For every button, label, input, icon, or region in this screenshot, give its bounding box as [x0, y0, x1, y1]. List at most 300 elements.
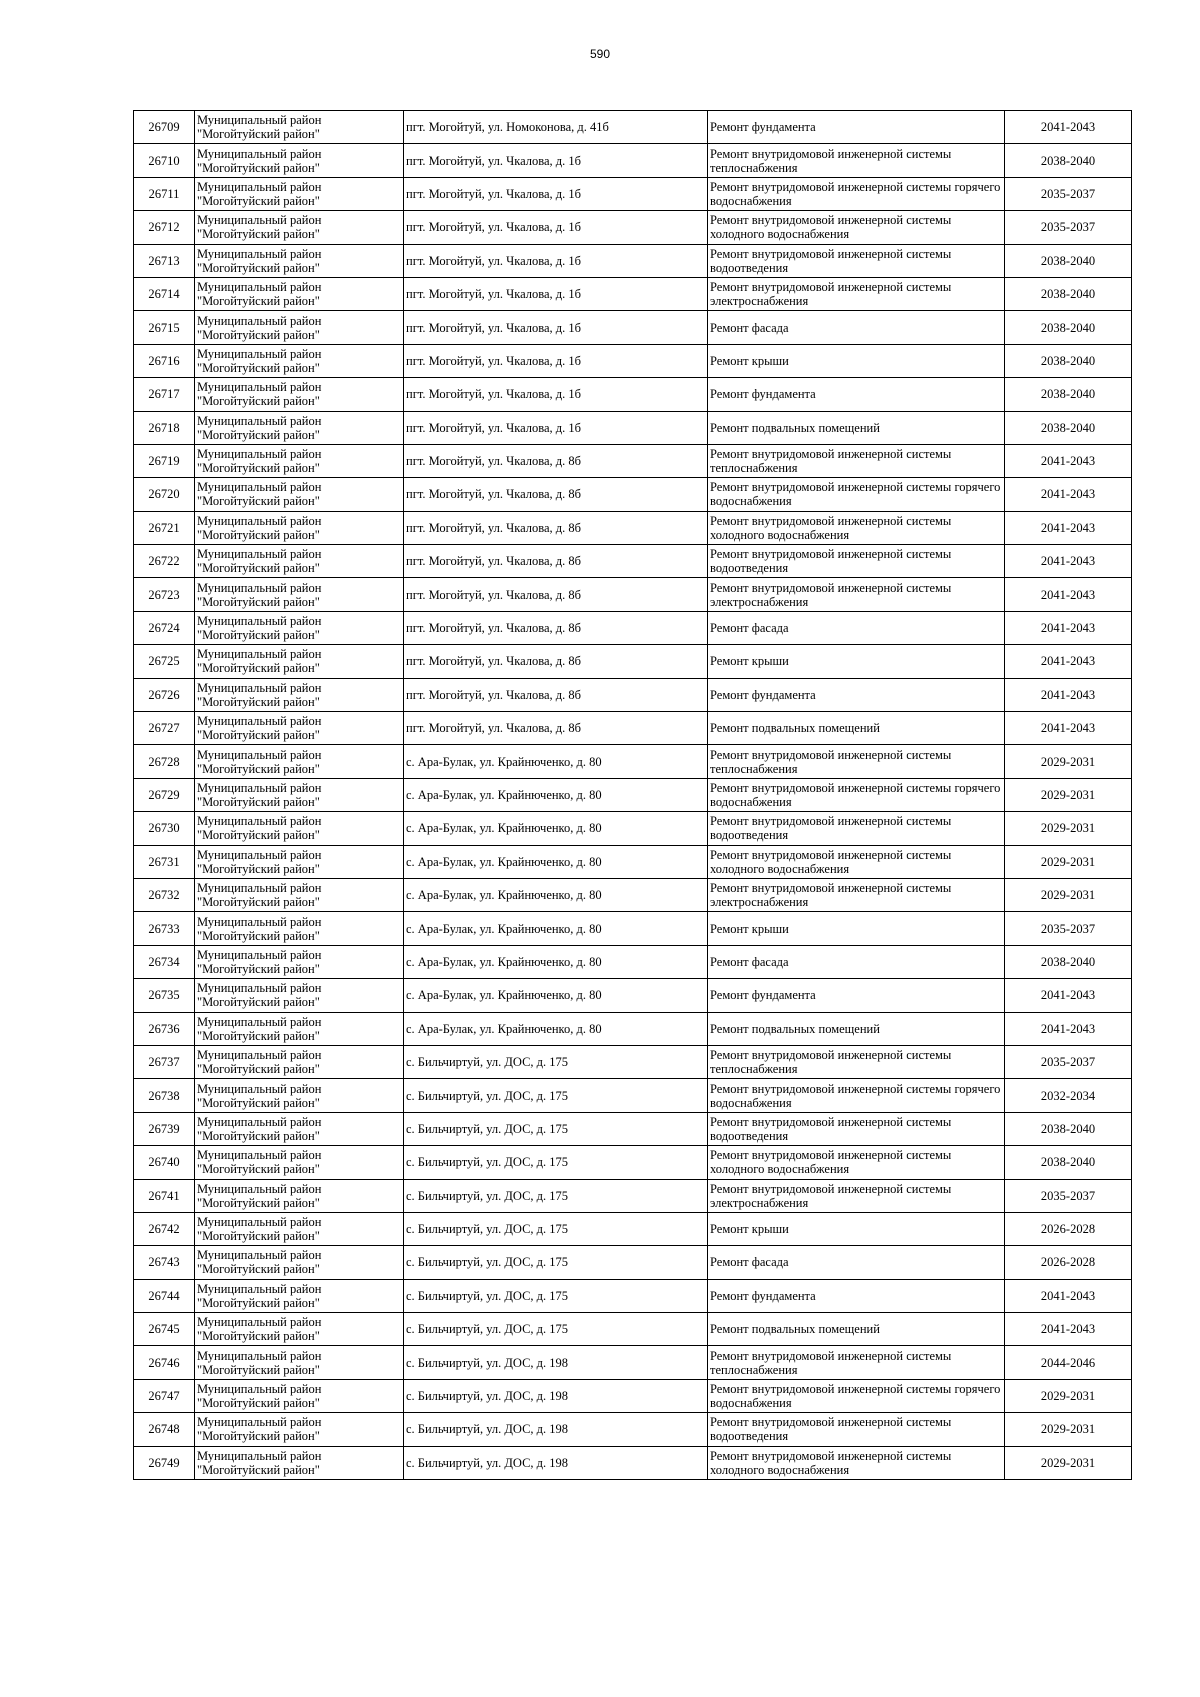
work-type-cell: Ремонт внутридомовой инженерной системы водоотведения — [708, 812, 1005, 845]
address-cell: пгт. Могойтуй, ул. Чкалова, д. 8б — [404, 478, 708, 511]
address-cell: пгт. Могойтуй, ул. Номоконова, д. 41б — [404, 111, 708, 144]
municipality-line-1: Муниципальный район — [197, 447, 322, 462]
municipality-cell — [195, 578, 404, 611]
period-cell: 2029-2031 — [1005, 878, 1132, 911]
address-cell: с. Ара-Булак, ул. Крайнюченко, д. 80 — [404, 945, 708, 978]
municipality-line-2: "Могойтуйский район" — [197, 260, 320, 275]
period-cell: 2026-2028 — [1005, 1246, 1132, 1279]
period-cell: 2035-2037 — [1005, 211, 1132, 244]
row-number-cell: 26738 — [134, 1079, 195, 1112]
municipality-cell — [195, 111, 404, 144]
municipality-cell — [195, 678, 404, 711]
address-cell: с. Ара-Булак, ул. Крайнюченко, д. 80 — [404, 979, 708, 1012]
address-cell: пгт. Могойтуй, ул. Чкалова, д. 1б — [404, 244, 708, 277]
municipality-cell — [195, 945, 404, 978]
row-number-cell: 26710 — [134, 144, 195, 177]
period-cell: 2038-2040 — [1005, 411, 1132, 444]
address-cell: с. Бильчиртуй, ул. ДОС, д. 175 — [404, 1313, 708, 1346]
municipality-line-2: "Могойтуйский район" — [197, 1262, 320, 1277]
municipality-cell — [195, 1146, 404, 1179]
municipality-cell — [195, 778, 404, 811]
municipality-line-1: Муниципальный район — [197, 146, 322, 161]
municipality-line-1: Муниципальный район — [197, 1181, 322, 1196]
work-type-cell: Ремонт подвальных помещений — [708, 712, 1005, 745]
period-cell: 2035-2037 — [1005, 1179, 1132, 1212]
table-row — [134, 1379, 1132, 1412]
row-number-cell: 26729 — [134, 778, 195, 811]
period-cell: 2041-2043 — [1005, 979, 1132, 1012]
table-row — [134, 979, 1132, 1012]
row-number-cell: 26742 — [134, 1212, 195, 1245]
work-type-cell: Ремонт фундамента — [708, 979, 1005, 1012]
work-type-cell: Ремонт крыши — [708, 1212, 1005, 1245]
municipality-cell — [195, 712, 404, 745]
municipality-cell — [195, 344, 404, 377]
row-number-cell: 26735 — [134, 979, 195, 1012]
period-cell: 2032-2034 — [1005, 1079, 1132, 1112]
work-type-cell: Ремонт внутридомовой инженерной системы водоотведения — [708, 1413, 1005, 1446]
municipality-line-1: Муниципальный район — [197, 1415, 322, 1430]
row-number-cell: 26720 — [134, 478, 195, 511]
municipality-line-2: "Могойтуйский район" — [197, 193, 320, 208]
municipality-line-2: "Могойтуйский район" — [197, 795, 320, 809]
period-cell: 2038-2040 — [1005, 1112, 1132, 1145]
table-row — [134, 1146, 1132, 1179]
municipality-line-2: "Могойтуйский район" — [197, 127, 320, 142]
municipality-line-1: Муниципальный район — [197, 547, 322, 562]
work-type-cell: Ремонт крыши — [708, 344, 1005, 377]
work-type-cell: Ремонт фундамента — [708, 678, 1005, 711]
municipality-line-1: Муниципальный район — [197, 914, 322, 929]
work-type-cell: Ремонт подвальных помещений — [708, 1012, 1005, 1045]
row-number-cell: 26747 — [134, 1379, 195, 1412]
row-number-cell: 26722 — [134, 545, 195, 578]
table-row — [134, 545, 1132, 578]
municipality-cell — [195, 1246, 404, 1279]
municipality-cell — [195, 745, 404, 778]
municipality-line-1: Муниципальный район — [197, 1048, 322, 1063]
municipality-line-1: Муниципальный район — [197, 747, 322, 762]
address-cell: пгт. Могойтуй, ул. Чкалова, д. 1б — [404, 277, 708, 310]
municipality-cell — [195, 411, 404, 444]
row-number-cell: 26721 — [134, 511, 195, 544]
municipality-line-1: Муниципальный район — [197, 1248, 322, 1263]
municipality-line-2: "Могойтуйский район" — [197, 160, 320, 175]
municipality-line-2: "Могойтуйский район" — [197, 1028, 320, 1043]
municipality-line-1: Муниципальный район — [197, 246, 322, 261]
municipality-cell — [195, 378, 404, 411]
municipality-cell — [195, 1179, 404, 1212]
table-row — [134, 1179, 1132, 1212]
address-cell: с. Бильчиртуй, ул. ДОС, д. 175 — [404, 1179, 708, 1212]
period-cell: 2041-2043 — [1005, 678, 1132, 711]
address-cell: с. Ара-Булак, ул. Крайнюченко, д. 80 — [404, 778, 708, 811]
row-number-cell: 26736 — [134, 1012, 195, 1045]
address-cell: пгт. Могойтуй, ул. Чкалова, д. 8б — [404, 578, 708, 611]
period-cell: 2035-2037 — [1005, 1045, 1132, 1078]
municipality-line-2: "Могойтуйский район" — [197, 728, 320, 743]
municipality-line-1: Муниципальный район — [197, 647, 322, 662]
row-number-cell: 26715 — [134, 311, 195, 344]
municipality-line-1: Муниципальный район — [197, 1014, 322, 1029]
municipality-line-2: "Могойтуйский район" — [197, 761, 320, 776]
row-number-cell: 26723 — [134, 578, 195, 611]
row-number-cell: 26741 — [134, 1179, 195, 1212]
municipality-line-2: "Могойтуйский район" — [197, 427, 320, 442]
work-type-cell: Ремонт фасада — [708, 611, 1005, 644]
table-row — [134, 1112, 1132, 1145]
work-type-cell: Ремонт внутридомовой инженерной системы горячего водоснабжения — [708, 1379, 1005, 1412]
municipality-cell — [195, 912, 404, 945]
table-row — [134, 1346, 1132, 1379]
table-row — [134, 678, 1132, 711]
period-cell: 2038-2040 — [1005, 144, 1132, 177]
table-row — [134, 211, 1132, 244]
table-row — [134, 1079, 1132, 1112]
work-type-cell: Ремонт внутридомовой инженерной системы водоотведения — [708, 244, 1005, 277]
table-row — [134, 177, 1132, 210]
period-cell: 2041-2043 — [1005, 545, 1132, 578]
table-row — [134, 745, 1132, 778]
row-number-cell: 26740 — [134, 1146, 195, 1179]
municipality-line-2: "Могойтуйский район" — [197, 561, 320, 576]
table-row — [134, 444, 1132, 477]
municipality-line-2: "Могойтуйский район" — [197, 961, 320, 976]
municipality-line-1: Муниципальный район — [197, 881, 322, 896]
period-cell: 2038-2040 — [1005, 1146, 1132, 1179]
work-type-cell: Ремонт подвальных помещений — [708, 1313, 1005, 1346]
address-cell: пгт. Могойтуй, ул. Чкалова, д. 8б — [404, 511, 708, 544]
work-type-cell: Ремонт фундамента — [708, 378, 1005, 411]
municipality-line-2: "Могойтуйский район" — [197, 360, 320, 375]
work-type-cell: Ремонт внутридомовой инженерной системы горячего водоснабжения — [708, 1079, 1005, 1112]
municipality-line-2: "Могойтуйский район" — [197, 1329, 320, 1344]
address-cell: пгт. Могойтуй, ул. Чкалова, д. 1б — [404, 311, 708, 344]
period-cell: 2038-2040 — [1005, 344, 1132, 377]
period-cell: 2041-2043 — [1005, 611, 1132, 644]
address-cell: пгт. Могойтуй, ул. Чкалова, д. 8б — [404, 678, 708, 711]
table-row — [134, 411, 1132, 444]
address-cell: с. Бильчиртуй, ул. ДОС, д. 198 — [404, 1346, 708, 1379]
table-row — [134, 1313, 1132, 1346]
municipality-cell — [195, 1413, 404, 1446]
municipality-line-1: Муниципальный район — [197, 346, 322, 361]
row-number-cell: 26734 — [134, 945, 195, 978]
row-number-cell: 26745 — [134, 1313, 195, 1346]
address-cell: с. Ара-Булак, ул. Крайнюченко, д. 80 — [404, 745, 708, 778]
row-number-cell: 26732 — [134, 878, 195, 911]
period-cell: 2038-2040 — [1005, 378, 1132, 411]
table-row — [134, 912, 1132, 945]
table-row — [134, 311, 1132, 344]
municipality-line-2: "Могойтуйский район" — [197, 694, 320, 709]
page-number: 590 — [589, 47, 611, 61]
period-cell: 2029-2031 — [1005, 1446, 1132, 1479]
municipality-cell — [195, 645, 404, 678]
municipality-line-2: "Могойтуйский район" — [197, 327, 320, 342]
municipality-line-2: "Могойтуйский район" — [197, 227, 320, 242]
municipality-cell — [195, 1212, 404, 1245]
municipality-cell — [195, 478, 404, 511]
table-row — [134, 611, 1132, 644]
municipality-line-1: Муниципальный район — [197, 1215, 322, 1230]
row-number-cell: 26744 — [134, 1279, 195, 1312]
row-number-cell: 26743 — [134, 1246, 195, 1279]
municipality-line-1: Муниципальный район — [197, 1114, 322, 1129]
municipality-line-2: "Могойтуйский район" — [197, 1295, 320, 1310]
table-row — [134, 712, 1132, 745]
municipality-line-1: Муниципальный район — [197, 614, 322, 629]
municipality-line-2: "Могойтуйский район" — [197, 1128, 320, 1143]
municipality-cell — [195, 144, 404, 177]
municipality-line-2: "Могойтуйский район" — [197, 1095, 320, 1110]
table-row — [134, 378, 1132, 411]
municipality-cell — [195, 444, 404, 477]
address-cell: пгт. Могойтуй, ул. Чкалова, д. 1б — [404, 144, 708, 177]
address-cell: с. Бильчиртуй, ул. ДОС, д. 198 — [404, 1446, 708, 1479]
address-cell: с. Бильчиртуй, ул. ДОС, д. 175 — [404, 1246, 708, 1279]
municipality-cell — [195, 1112, 404, 1145]
municipality-line-2: "Могойтуйский район" — [197, 1362, 320, 1377]
row-number-cell: 26724 — [134, 611, 195, 644]
address-cell: пгт. Могойтуй, ул. Чкалова, д. 8б — [404, 712, 708, 745]
work-type-cell: Ремонт внутридомовой инженерной системы холодного водоснабжения — [708, 211, 1005, 244]
row-number-cell: 26716 — [134, 344, 195, 377]
municipality-cell — [195, 1379, 404, 1412]
period-cell: 2026-2028 — [1005, 1212, 1132, 1245]
address-cell: пгт. Могойтуй, ул. Чкалова, д. 8б — [404, 545, 708, 578]
address-cell: пгт. Могойтуй, ул. Чкалова, д. 1б — [404, 378, 708, 411]
period-cell: 2041-2043 — [1005, 578, 1132, 611]
municipality-line-1: Муниципальный район — [197, 981, 322, 996]
municipality-line-1: Муниципальный район — [197, 213, 322, 228]
municipality-cell — [195, 845, 404, 878]
row-number-cell: 26714 — [134, 277, 195, 310]
row-number-cell: 26733 — [134, 912, 195, 945]
table-row — [134, 144, 1132, 177]
table-row — [134, 478, 1132, 511]
period-cell: 2041-2043 — [1005, 111, 1132, 144]
work-type-cell: Ремонт внутридомовой инженерной системы электроснабжения — [708, 578, 1005, 611]
table-row — [134, 645, 1132, 678]
period-cell: 2044-2046 — [1005, 1346, 1132, 1379]
municipality-cell — [195, 177, 404, 210]
row-number-cell: 26737 — [134, 1045, 195, 1078]
municipality-line-1: Муниципальный район — [197, 113, 322, 128]
table-row — [134, 578, 1132, 611]
table-row — [134, 344, 1132, 377]
municipality-line-1: Муниципальный район — [197, 280, 322, 295]
work-type-cell: Ремонт внутридомовой инженерной системы теплоснабжения — [708, 1045, 1005, 1078]
work-type-cell: Ремонт фундамента — [708, 111, 1005, 144]
period-cell: 2041-2043 — [1005, 712, 1132, 745]
work-type-cell: Ремонт внутридомовой инженерной системы холодного водоснабжения — [708, 511, 1005, 544]
address-cell: с. Ара-Булак, ул. Крайнюченко, д. 80 — [404, 1012, 708, 1045]
municipality-cell — [195, 611, 404, 644]
work-type-cell: Ремонт внутридомовой инженерной системы горячего водоснабжения — [708, 478, 1005, 511]
period-cell: 2041-2043 — [1005, 511, 1132, 544]
municipality-line-2: "Могойтуйский район" — [197, 394, 320, 409]
municipality-line-1: Муниципальный район — [197, 313, 322, 328]
address-cell: пгт. Могойтуй, ул. Чкалова, д. 1б — [404, 177, 708, 210]
address-cell: пгт. Могойтуй, ул. Чкалова, д. 1б — [404, 411, 708, 444]
table-row — [134, 1279, 1132, 1312]
period-cell: 2029-2031 — [1005, 745, 1132, 778]
work-type-cell: Ремонт внутридомовой инженерной системы электроснабжения — [708, 1179, 1005, 1212]
address-cell: пгт. Могойтуй, ул. Чкалова, д. 1б — [404, 211, 708, 244]
address-cell: с. Бильчиртуй, ул. ДОС, д. 175 — [404, 1146, 708, 1179]
table-row — [134, 1012, 1132, 1045]
period-cell: 2035-2037 — [1005, 912, 1132, 945]
municipality-line-2: "Могойтуйский район" — [197, 1429, 320, 1444]
municipality-line-1: Муниципальный район — [197, 1382, 322, 1397]
table-row — [134, 878, 1132, 911]
table-row — [134, 1212, 1132, 1245]
table-row — [134, 1446, 1132, 1479]
municipality-cell — [195, 1045, 404, 1078]
municipality-line-1: Муниципальный район — [197, 413, 322, 428]
work-type-cell: Ремонт внутридомовой инженерной системы холодного водоснабжения — [708, 845, 1005, 878]
table-row — [134, 111, 1132, 144]
period-cell: 2029-2031 — [1005, 845, 1132, 878]
row-number-cell: 26717 — [134, 378, 195, 411]
municipality-cell — [195, 511, 404, 544]
municipality-line-1: Муниципальный район — [197, 847, 322, 862]
municipality-line-1: Муниципальный район — [197, 680, 322, 695]
municipality-line-2: "Могойтуйский район" — [197, 294, 320, 309]
address-cell: с. Ара-Булак, ул. Крайнюченко, д. 80 — [404, 912, 708, 945]
row-number-cell: 26749 — [134, 1446, 195, 1479]
row-number-cell: 26727 — [134, 712, 195, 745]
municipality-line-2: "Могойтуйский район" — [197, 1396, 320, 1411]
work-type-cell: Ремонт фундамента — [708, 1279, 1005, 1312]
municipality-line-2: "Могойтуйский район" — [197, 1195, 320, 1210]
row-number-cell: 26711 — [134, 177, 195, 210]
municipality-cell — [195, 1446, 404, 1479]
municipality-line-2: "Могойтуйский район" — [197, 628, 320, 643]
row-number-cell: 26709 — [134, 111, 195, 144]
municipality-line-2: "Могойтуйский район" — [197, 1062, 320, 1077]
municipality-line-2: "Могойтуйский район" — [197, 661, 320, 676]
row-number-cell: 26730 — [134, 812, 195, 845]
municipality-line-1: Муниципальный район — [197, 480, 322, 495]
period-cell: 2029-2031 — [1005, 778, 1132, 811]
work-type-cell: Ремонт внутридомовой инженерной системы теплоснабжения — [708, 144, 1005, 177]
address-cell: с. Ара-Булак, ул. Крайнюченко, д. 80 — [404, 845, 708, 878]
municipality-line-1: Муниципальный район — [197, 1448, 322, 1463]
municipality-line-2: "Могойтуйский район" — [197, 928, 320, 943]
address-cell: пгт. Могойтуй, ул. Чкалова, д. 8б — [404, 444, 708, 477]
work-type-cell: Ремонт внутридомовой инженерной системы водоотведения — [708, 1112, 1005, 1145]
address-cell: с. Бильчиртуй, ул. ДОС, д. 175 — [404, 1112, 708, 1145]
work-type-cell: Ремонт фасада — [708, 311, 1005, 344]
work-type-cell: Ремонт подвальных помещений — [708, 411, 1005, 444]
municipality-cell — [195, 812, 404, 845]
municipality-line-2: "Могойтуйский район" — [197, 1462, 320, 1477]
municipality-line-1: Муниципальный район — [197, 947, 322, 962]
row-number-cell: 26731 — [134, 845, 195, 878]
municipality-line-1: Муниципальный район — [197, 179, 322, 194]
table-row — [134, 1413, 1132, 1446]
row-number-cell: 26739 — [134, 1112, 195, 1145]
work-type-cell: Ремонт внутридомовой инженерной системы горячего водоснабжения — [708, 778, 1005, 811]
address-cell: с. Бильчиртуй, ул. ДОС, д. 175 — [404, 1045, 708, 1078]
work-type-cell: Ремонт фасада — [708, 945, 1005, 978]
address-cell: пгт. Могойтуй, ул. Чкалова, д. 8б — [404, 611, 708, 644]
table-row — [134, 778, 1132, 811]
row-number-cell: 26718 — [134, 411, 195, 444]
period-cell: 2038-2040 — [1005, 945, 1132, 978]
municipality-line-2: "Могойтуйский район" — [197, 494, 320, 509]
row-number-cell: 26726 — [134, 678, 195, 711]
municipality-cell — [195, 1313, 404, 1346]
period-cell: 2029-2031 — [1005, 1413, 1132, 1446]
municipality-line-1: Муниципальный район — [197, 1148, 322, 1163]
address-cell: с. Ара-Булак, ул. Крайнюченко, д. 80 — [404, 878, 708, 911]
period-cell: 2029-2031 — [1005, 812, 1132, 845]
registry-table-body — [134, 111, 1132, 1480]
municipality-line-1: Муниципальный район — [197, 1281, 322, 1296]
period-cell: 2041-2043 — [1005, 645, 1132, 678]
row-number-cell: 26712 — [134, 211, 195, 244]
work-type-cell: Ремонт внутридомовой инженерной системы теплоснабжения — [708, 745, 1005, 778]
work-type-cell: Ремонт внутридомовой инженерной системы холодного водоснабжения — [708, 1146, 1005, 1179]
municipality-cell — [195, 545, 404, 578]
municipality-line-1: Муниципальный район — [197, 580, 322, 595]
row-number-cell: 26728 — [134, 745, 195, 778]
municipality-cell — [195, 277, 404, 310]
municipality-cell — [195, 1079, 404, 1112]
period-cell: 2029-2031 — [1005, 1379, 1132, 1412]
period-cell: 2038-2040 — [1005, 277, 1132, 310]
municipality-line-1: Муниципальный район — [197, 814, 322, 829]
table-row — [134, 1246, 1132, 1279]
work-type-cell: Ремонт внутридомовой инженерной системы горячего водоснабжения — [708, 177, 1005, 210]
municipality-line-1: Муниципальный район — [197, 1315, 322, 1330]
municipality-cell — [195, 211, 404, 244]
address-cell: с. Бильчиртуй, ул. ДОС, д. 175 — [404, 1079, 708, 1112]
address-cell: с. Ара-Булак, ул. Крайнюченко, д. 80 — [404, 812, 708, 845]
work-type-cell: Ремонт внутридомовой инженерной системы холодного водоснабжения — [708, 1446, 1005, 1479]
period-cell: 2041-2043 — [1005, 1012, 1132, 1045]
work-type-cell: Ремонт внутридомовой инженерной системы теплоснабжения — [708, 444, 1005, 477]
address-cell: пгт. Могойтуй, ул. Чкалова, д. 1б — [404, 344, 708, 377]
municipality-cell — [195, 979, 404, 1012]
municipality-line-2: "Могойтуйский район" — [197, 461, 320, 476]
municipality-line-2: "Могойтуйский район" — [197, 895, 320, 910]
registry-table — [133, 110, 1132, 1480]
period-cell: 2035-2037 — [1005, 177, 1132, 210]
address-cell: с. Бильчиртуй, ул. ДОС, д. 175 — [404, 1279, 708, 1312]
municipality-line-1: Муниципальный район — [197, 781, 322, 795]
period-cell: 2041-2043 — [1005, 1313, 1132, 1346]
municipality-line-1: Муниципальный район — [197, 1348, 322, 1363]
address-cell: с. Бильчиртуй, ул. ДОС, д. 198 — [404, 1379, 708, 1412]
work-type-cell: Ремонт внутридомовой инженерной системы электроснабжения — [708, 277, 1005, 310]
table-row — [134, 1045, 1132, 1078]
period-cell: 2041-2043 — [1005, 478, 1132, 511]
municipality-line-2: "Могойтуйский район" — [197, 861, 320, 876]
address-cell: с. Бильчиртуй, ул. ДОС, д. 198 — [404, 1413, 708, 1446]
table-row — [134, 845, 1132, 878]
municipality-line-2: "Могойтуйский район" — [197, 527, 320, 542]
work-type-cell: Ремонт крыши — [708, 645, 1005, 678]
table-row — [134, 511, 1132, 544]
period-cell: 2038-2040 — [1005, 244, 1132, 277]
municipality-line-2: "Могойтуйский район" — [197, 594, 320, 609]
municipality-cell — [195, 1012, 404, 1045]
municipality-cell — [195, 311, 404, 344]
